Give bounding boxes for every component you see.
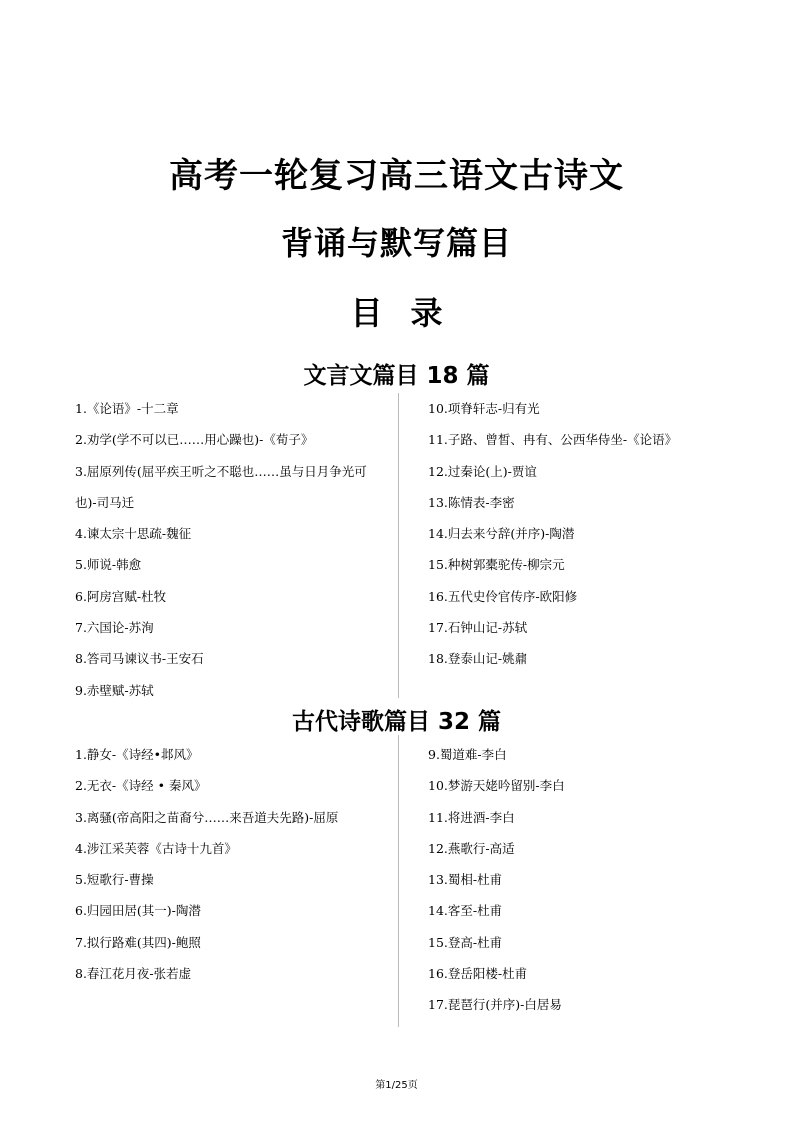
toc-entry: 15.种树郭橐驼传-柳宗元 (428, 557, 565, 573)
document-title-line2: 背诵与默写篇目 (280, 224, 512, 262)
toc-entry: 7.六国论-苏洵 (75, 620, 154, 636)
toc-entry: 9.赤壁赋-苏轼 (75, 682, 154, 698)
toc-entry: 16.登岳阳楼-杜甫 (428, 966, 528, 982)
toc-entry: 4.谏太宗十思疏-魏征 (75, 526, 192, 542)
column-divider (398, 393, 399, 698)
toc-heading: 目录 (350, 294, 471, 332)
page-number: 第1/25页 (375, 1080, 418, 1091)
section-heading-classical-prose: 文言文篇目 18 篇 (303, 363, 490, 389)
toc-entry: 1.《论语》-十二章 (75, 401, 179, 416)
poetry-list-right (428, 739, 758, 1021)
toc-entry: 10.项脊轩志-归有光 (428, 401, 540, 416)
section-heading-ancient-poetry: 古代诗歌篇目 32 篇 (291, 709, 502, 735)
toc-entry: 14.归去来兮辞(并序)-陶潜 (428, 526, 575, 542)
toc-entry: 1.静女-《诗经•邶风》 (75, 747, 199, 762)
toc-entry: 11.子路、曾皙、冉有、公西华侍坐-《论语》 (428, 432, 678, 448)
toc-entry: 15.登高-杜甫 (428, 934, 503, 950)
toc-entry: 17.石钟山记-苏轼 (428, 620, 528, 636)
prose-list-left (75, 393, 367, 706)
toc-entry: 9.蜀道难-李白 (428, 747, 507, 762)
toc-entry: 16.五代史伶官传序-欧阳修 (428, 588, 578, 604)
toc-entry: 3.屈原列传(屈平疾王听之不聪也……虽与日月争光可也)-司马迁 (75, 463, 367, 510)
toc-entry: 17.琵琶行(并序)-白居易 (428, 997, 562, 1013)
toc-entry: 8.春江花月夜-张若虚 (75, 966, 192, 982)
toc-entry: 10.梦游天姥吟留别-李白 (428, 778, 565, 794)
toc-entry: 6.归园田居(其一)-陶潜 (75, 903, 201, 919)
toc-entry: 18.登泰山记-姚鼐 (428, 651, 528, 667)
toc-entry: 13.陈情表-李密 (428, 494, 515, 510)
toc-entry: 12.燕歌行-高适 (428, 840, 515, 856)
toc-entry: 4.涉江采芙蓉《古诗十九首》 (75, 840, 237, 856)
toc-entry: 3.离骚(帝高阳之苗裔兮……来吾道夫先路)-屈原 (75, 809, 339, 825)
toc-entry: 5.短歌行-曹操 (75, 872, 154, 888)
toc-entry: 14.客至-杜甫 (428, 903, 503, 919)
poetry-list-left (75, 739, 367, 989)
toc-entry: 13.蜀相-杜甫 (428, 872, 503, 888)
toc-entry: 2.无衣-《诗经 • 秦风》 (75, 778, 207, 794)
toc-entry: 6.阿房宫赋-杜牧 (75, 588, 167, 604)
toc-entry: 12.过秦论(上)-贾谊 (428, 463, 537, 479)
column-divider (398, 735, 399, 1027)
toc-entry: 2.劝学(学不可以已……用心躁也)-《荀子》 (75, 432, 314, 448)
toc-entry: 11.将进酒-李白 (428, 809, 515, 825)
document-title-line1: 高考一轮复习高三语文古诗文 (169, 156, 624, 196)
toc-entry: 7.拟行路难(其四)-鲍照 (75, 934, 201, 950)
toc-entry: 5.师说-韩愈 (75, 557, 142, 573)
toc-entry: 8.答司马谏议书-王安石 (75, 651, 204, 667)
prose-list-right (428, 393, 758, 675)
